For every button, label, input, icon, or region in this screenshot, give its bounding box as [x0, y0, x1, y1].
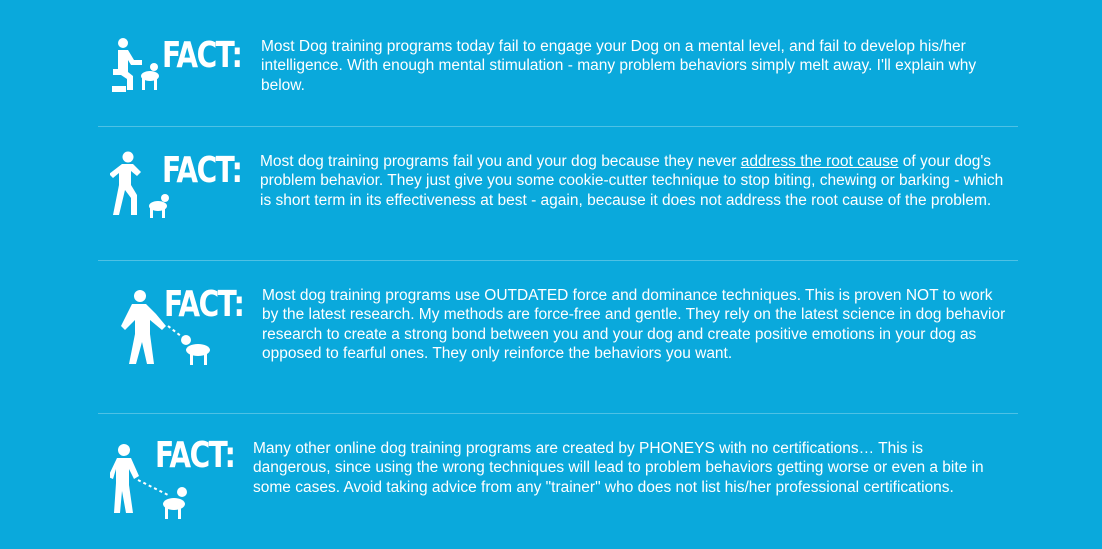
divider [98, 260, 1018, 261]
divider [98, 413, 1018, 414]
root-cause-link[interactable]: address the root cause [740, 153, 899, 170]
fact-label: FACT: [162, 150, 242, 191]
fact-label: FACT: [155, 435, 235, 476]
fact-label: FACT: [162, 35, 242, 76]
fact-text [260, 152, 1005, 210]
fact-text-part: Most dog training programs fail you and your dog because they never [260, 153, 741, 170]
fact-text: Most Dog training programs today fail to engage your Dog on a mental level, and fail to develop his/her intelligence. With enough mental stimulation - many problem behaviors simply melt away. I'll explain why below. [261, 38, 977, 94]
fact-text-part: of your dog's problem behavior. They just give you some cookie-cutter technique to stop biting, chewing or barking - which is short term in its effectiveness at best - again, because it does not address the root cause of the problem. [260, 153, 1004, 209]
person-kneeling-with-dog-icon [110, 36, 160, 96]
fact-text: Most dog training programs use OUTDATED force and dominance techniques. This is proven NOT to work by the latest research. My methods are force-free and gentle. They rely on the latest science in dog behavior research to create a strong bond between you and your dog and create positive emotions in your dog as opposed to fearful ones. They only reinforce the behaviors you want. [262, 287, 1006, 362]
fact-text: Many other online dog training programs are created by PHONEYS with no certifications… This is dangerous, since using the wrong techniques will lead to problem behaviors getting worse or even a bite in some cases. Avoid taking advice from any "trainer" who does not list his/her professional certifications. [253, 440, 984, 496]
fact-label: FACT: [164, 284, 244, 325]
divider [98, 126, 1018, 127]
